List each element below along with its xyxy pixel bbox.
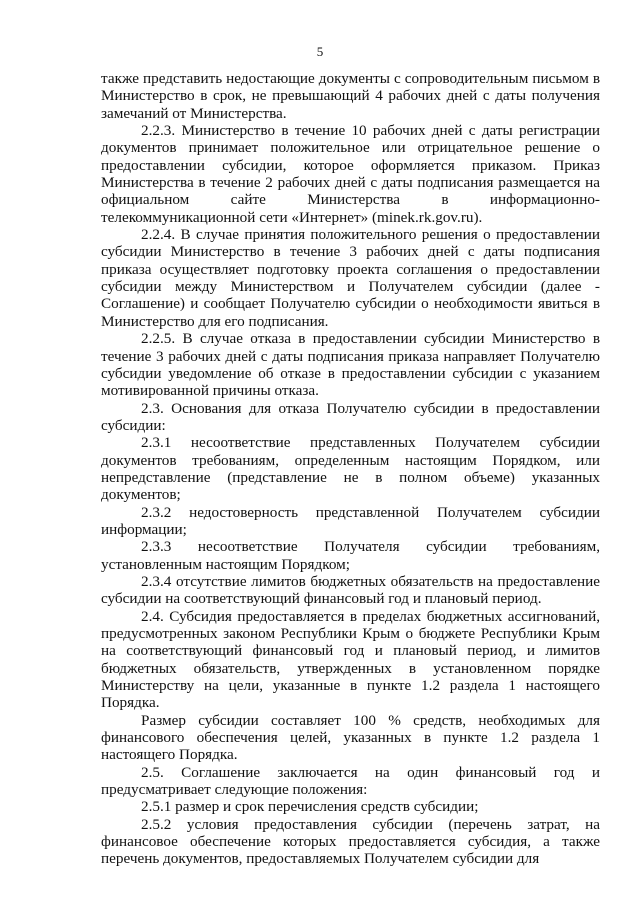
document-body [101,70,600,868]
paragraph-2-2-4: 2.2.4. В случае принятия положительного решения о предоставлении субсидии Министерство в течение 3 рабочих дней с даты подписания приказа осуществляет подготовку проекта соглашения о предоставлении субсидии между Министерством и Получателем субсидии (далее - Соглашение) и сообщает Получателю субсидии о необходимости явиться в Министерство для его подписания. [101,226,600,330]
page-number: 5 [316,44,324,59]
paragraph-2-3-2: 2.3.2 недостоверность представленной Получателем субсидии информации; [101,503,600,538]
paragraph-2-2-5: 2.2.5. В случае отказа в предоставлении субсидии Министерство в течение 3 рабочих дней с даты подписания приказа направляет Получателю субсидии уведомление об отказе в предоставлении субсидии с указанием мотивированной причины отказа. [101,330,600,400]
paragraph-2-5-1: 2.5.1 размер и срок перечисления средств субсидии; [141,798,479,816]
paragraph-2-3-4: 2.3.4 отсутствие лимитов бюджетных обязательств на предоставление субсидии на соответствующий финансовый год и плановый период. [101,572,600,608]
paragraph-subsidy-size: Размер субсидии составляет 100 % средств, необходимых для финансового обеспечения целей, указанных в пункте 1.2 раздела 1 настоящего Порядка. [101,711,600,764]
paragraph-2-5-2: 2.5.2 условия предоставления субсидии (перечень затрат, на финансовое обеспечение которых предоставляется субсидия, а также перечень документов, предоставляемых Получателем субсидии для [101,815,600,868]
paragraph-2-5: 2.5. Соглашение заключается на один финансовый год и предусматривает следующие положения: [101,763,600,799]
paragraph-continuation: также представить недостающие документы с сопроводительным письмом в Министерство в срок, не превышающий 4 рабочих дней с даты получения замечаний от Министерства. [101,70,600,122]
paragraph-2-4: 2.4. Субсидия предоставляется в пределах бюджетных ассигнований, предусмотренных законом Республики Крым о бюджете Республики Крым на соответствующий финансовый год и плановый период, и лимитов бюджетных обязательств, утвержденных в установленном порядке Министерству на цели, указанные в пункте 1.2 раздела 1 настоящего Порядка. [101,607,600,712]
paragraph-2-2-3: 2.2.3. Министерство в течение 10 рабочих дней с даты регистрации документов принимает положительное или отрицательное решение о предоставлении субсидии, которое оформляется приказом. Приказ Министерства в течение 2 рабочих дней с даты подписания размещается на официальном сайте Министерства в информационно-телекоммуникационной сети «Интернет» (minek.rk.gov.ru). [101,122,600,226]
paragraph-2-3: 2.3. Основания для отказа Получателю субсидии в предоставлении субсидии: [101,399,600,434]
paragraph-2-3-1: 2.3.1 несоответствие представленных Получателем субсидии документов требованиям, определенным настоящим Порядком, или непредставление (представление не в полном объеме) указанных документов; [101,434,600,504]
paragraph-2-3-3: 2.3.3 несоответствие Получателя субсидии требованиям, установленным настоящим Порядком; [101,538,600,573]
